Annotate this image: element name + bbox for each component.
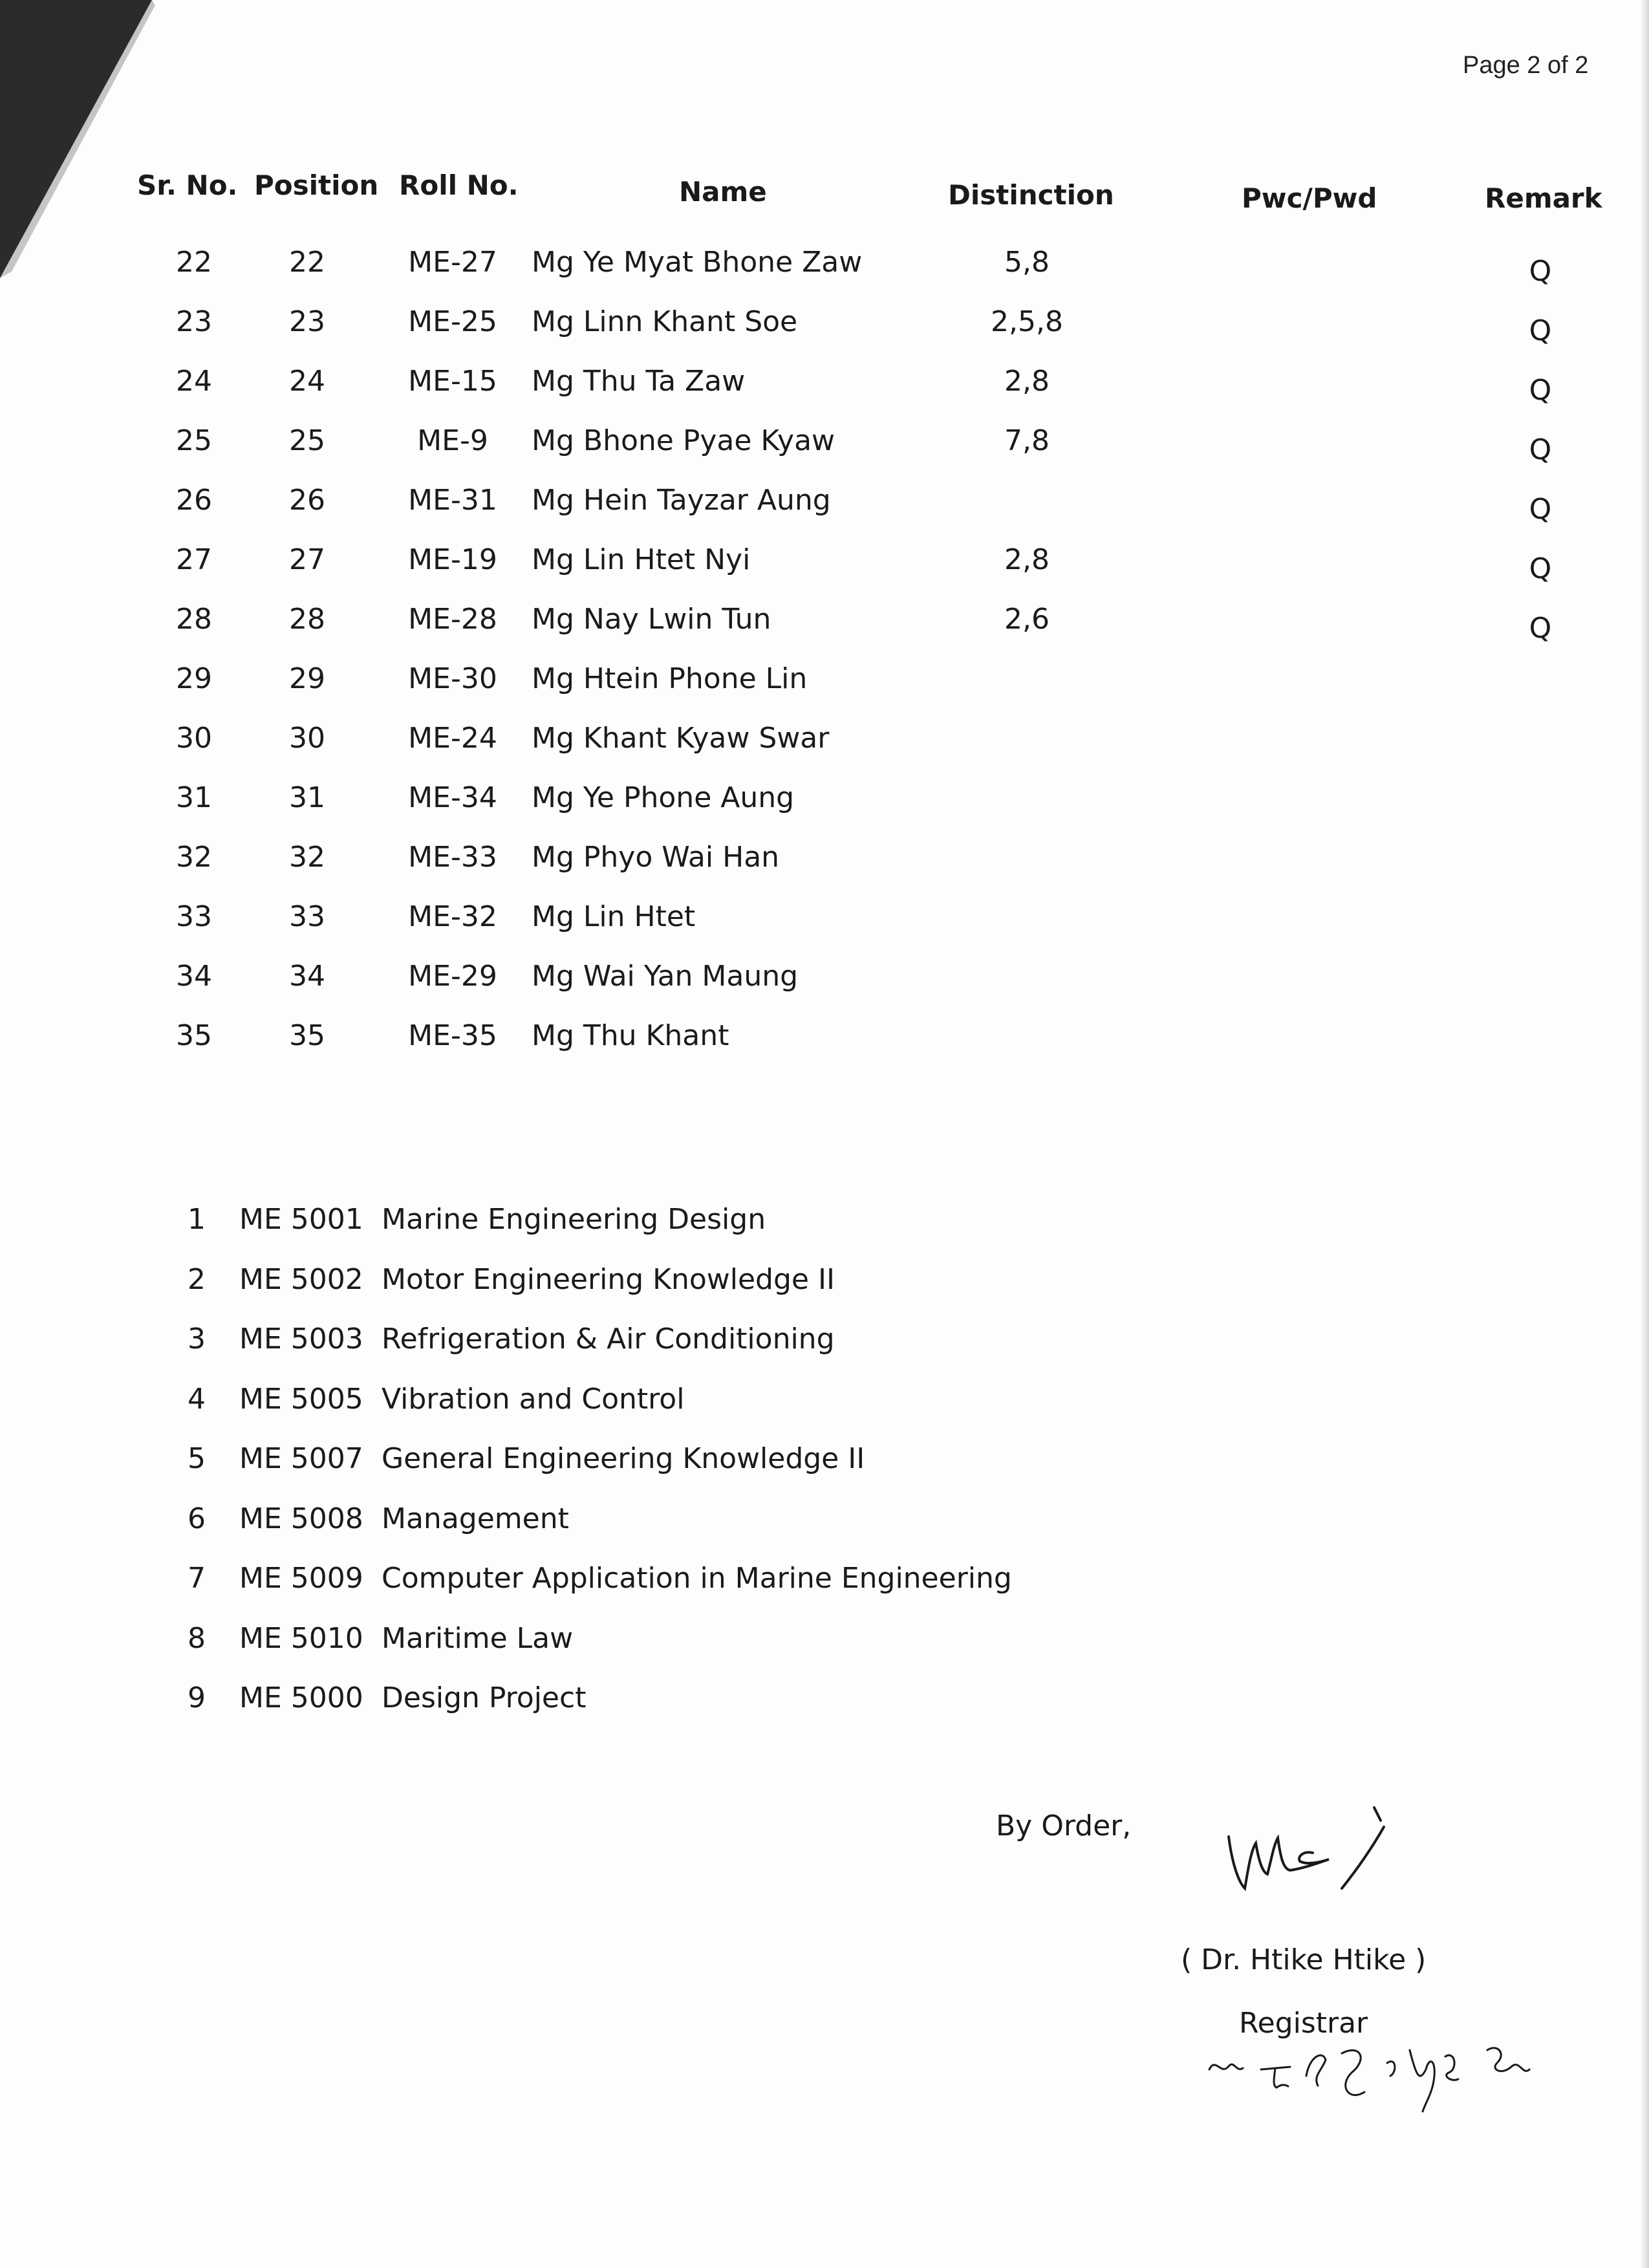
remark-cell-text: Q (1529, 374, 1552, 407)
registrar-signature (1216, 1798, 1410, 1914)
corner-fold-shadow (0, 0, 155, 285)
name-cell-text: Mg Bhone Pyae Kyaw (532, 424, 835, 457)
header-roll-no: Roll No. (399, 169, 519, 201)
name-cell (532, 960, 798, 993)
signer-name: ( Dr. Htike Htike ) (1181, 1943, 1427, 1976)
position-cell-text: 27 (289, 543, 325, 576)
roll-no-cell-text: ME-35 (408, 1019, 497, 1052)
table-row (0, 305, 1649, 365)
subject-code: ME 5010 (239, 1621, 363, 1655)
subject-item (0, 1203, 1649, 1263)
sr-no-cell-text: 35 (176, 1019, 212, 1052)
name-cell (532, 841, 779, 874)
distinction-cell-text: 2,6 (1004, 603, 1050, 636)
table-row (0, 662, 1649, 722)
table-row (0, 722, 1649, 781)
sr-no-cell-text: 24 (176, 365, 212, 398)
roll-no-cell-text: ME-34 (408, 781, 497, 814)
position-cell-text: 28 (289, 603, 325, 636)
name-cell (532, 484, 831, 517)
position-cell-text: 22 (289, 246, 325, 279)
header-distinction: Distinction (948, 179, 1114, 211)
subject-number-text: 6 (188, 1502, 206, 1535)
subject-title: General Engineering Knowledge II (382, 1442, 865, 1475)
name-cell (532, 424, 835, 457)
position-cell-text: 35 (289, 1019, 325, 1052)
sr-no-cell-text: 32 (176, 841, 212, 874)
table-row (0, 841, 1649, 900)
sr-no-cell-text: 34 (176, 960, 212, 993)
by-order-text: By Order, (996, 1809, 1132, 1842)
name-cell (532, 365, 745, 398)
name-cell (532, 305, 797, 338)
position-cell-text: 23 (289, 305, 325, 338)
name-cell-text: Mg Lin Htet Nyi (532, 543, 751, 576)
header-name: Name (679, 176, 767, 208)
name-cell-text: Mg Thu Ta Zaw (532, 365, 746, 398)
position-cell-text: 26 (289, 484, 325, 517)
remark-cell-text: Q (1529, 612, 1552, 645)
roll-no-cell-text: ME-30 (408, 662, 497, 695)
name-cell-text: Mg Hein Tayzar Aung (532, 484, 831, 517)
subject-item (0, 1442, 1649, 1502)
sr-no-cell-text: 33 (176, 900, 212, 933)
subject-code: ME 5002 (239, 1262, 363, 1296)
name-cell (532, 722, 829, 755)
table-row (0, 603, 1649, 662)
roll-no-cell-text: ME-25 (408, 305, 497, 338)
name-cell-text: Mg Ye Myat Bhone Zaw (532, 246, 863, 279)
position-cell-text: 31 (289, 781, 325, 814)
table-row (0, 484, 1649, 543)
subject-item (0, 1263, 1649, 1323)
distinction-cell-text: 2,8 (1004, 365, 1050, 398)
subject-number-text: 7 (188, 1562, 206, 1595)
name-cell-text: Mg Linn Khant Soe (532, 305, 798, 338)
roll-no-cell-text: ME-29 (408, 960, 497, 993)
subject-item (0, 1562, 1649, 1622)
sr-no-cell-text: 23 (176, 305, 212, 338)
subject-code: ME 5001 (239, 1203, 363, 1236)
subject-number-text: 5 (188, 1442, 206, 1475)
results-table-body (0, 246, 1649, 1079)
name-cell-text: Mg Lin Htet (532, 900, 696, 933)
handwritten-initials (1203, 2031, 1552, 2121)
roll-no-cell-text: ME-33 (408, 841, 497, 874)
subject-code: ME 5007 (239, 1442, 363, 1475)
subject-title: Refrigeration & Air Conditioning (382, 1323, 835, 1355)
header-sr-no: Sr. No. (137, 169, 238, 201)
roll-no-cell-text: ME-27 (408, 246, 497, 279)
subject-code: ME 5005 (239, 1382, 363, 1416)
table-row (0, 781, 1649, 841)
name-cell (532, 900, 695, 933)
subject-number-text: 1 (188, 1203, 206, 1236)
position-cell-text: 25 (289, 424, 325, 457)
subject-title: Vibration and Control (382, 1382, 685, 1416)
subject-code: ME 5000 (239, 1681, 363, 1714)
name-cell-text: Mg Ye Phone Aung (532, 781, 795, 814)
name-cell (532, 1019, 729, 1052)
remark-cell-text: Q (1529, 255, 1552, 288)
subject-title: Computer Application in Marine Engineering (382, 1562, 1012, 1595)
subject-code: ME 5008 (239, 1502, 363, 1535)
name-cell-text: Mg Thu Khant (532, 1019, 729, 1052)
table-row (0, 365, 1649, 424)
name-cell-text: Mg Htein Phone Lin (532, 662, 808, 695)
subject-item (0, 1383, 1649, 1443)
table-row (0, 424, 1649, 484)
roll-no-cell-text: ME-15 (408, 365, 497, 398)
name-cell (532, 246, 862, 279)
sr-no-cell-text: 28 (176, 603, 212, 636)
subject-number-text: 2 (188, 1262, 206, 1296)
distinction-cell-text: 2,5,8 (991, 305, 1063, 338)
header-position: Position (254, 169, 379, 201)
name-cell (532, 543, 750, 576)
header-pwc-pwd: Pwc/Pwd (1242, 182, 1377, 214)
name-cell-text: Mg Phyo Wai Han (532, 841, 780, 874)
subject-title: Marine Engineering Design (382, 1203, 766, 1236)
position-cell-text: 32 (289, 841, 325, 874)
subject-item (0, 1681, 1649, 1742)
roll-no-cell-text: ME-19 (408, 543, 497, 576)
roll-no-cell-text: ME-31 (408, 484, 497, 517)
subject-item (0, 1502, 1649, 1562)
table-row (0, 246, 1649, 305)
table-row (0, 543, 1649, 603)
sr-no-cell-text: 25 (176, 424, 212, 457)
subject-item (0, 1622, 1649, 1682)
distinction-cell-text: 2,8 (1004, 543, 1050, 576)
subject-code: ME 5003 (239, 1323, 363, 1355)
remark-cell-text: Q (1529, 493, 1552, 526)
subject-list (0, 1203, 1649, 1742)
sr-no-cell-text: 22 (176, 246, 212, 279)
sr-no-cell-text: 29 (176, 662, 212, 695)
subject-item (0, 1323, 1649, 1383)
position-cell-text: 30 (289, 722, 325, 755)
sr-no-cell-text: 27 (176, 543, 212, 576)
table-row (0, 900, 1649, 960)
page-number: Page 2 of 2 (1463, 52, 1589, 79)
subject-title: Motor Engineering Knowledge II (382, 1262, 835, 1296)
distinction-cell-text: 5,8 (1004, 246, 1050, 279)
subject-title: Management (382, 1502, 569, 1535)
roll-no-cell-text: ME-9 (417, 424, 488, 457)
name-cell (532, 662, 807, 695)
subject-number-text: 4 (188, 1382, 206, 1416)
table-header (0, 169, 1649, 221)
subject-number-text: 8 (188, 1621, 206, 1655)
distinction-cell-text: 7,8 (1004, 424, 1050, 457)
position-cell-text: 24 (289, 365, 325, 398)
remark-cell-text: Q (1529, 314, 1552, 347)
signer-designation: Registrar (1239, 2007, 1368, 2040)
subject-number-text: 9 (188, 1681, 206, 1714)
header-remark: Remark (1485, 182, 1602, 214)
subject-code: ME 5009 (239, 1562, 363, 1595)
position-cell-text: 29 (289, 662, 325, 695)
subject-title: Design Project (382, 1681, 587, 1714)
name-cell-text: Mg Wai Yan Maung (532, 960, 799, 993)
roll-no-cell-text: ME-28 (408, 603, 497, 636)
name-cell-text: Mg Nay Lwin Tun (532, 603, 771, 636)
subject-title: Maritime Law (382, 1621, 574, 1655)
table-row (0, 960, 1649, 1019)
table-row (0, 1019, 1649, 1079)
name-cell-text: Mg Khant Kyaw Swar (532, 722, 830, 755)
roll-no-cell-text: ME-24 (408, 722, 497, 755)
position-cell-text: 33 (289, 900, 325, 933)
remark-cell-text: Q (1529, 433, 1552, 466)
name-cell (532, 603, 771, 636)
sr-no-cell-text: 26 (176, 484, 212, 517)
position-cell-text: 34 (289, 960, 325, 993)
sr-no-cell-text: 30 (176, 722, 212, 755)
subject-number-text: 3 (188, 1323, 206, 1355)
roll-no-cell-text: ME-32 (408, 900, 497, 933)
sr-no-cell-text: 31 (176, 781, 212, 814)
remark-cell-text: Q (1529, 552, 1552, 585)
name-cell (532, 781, 794, 814)
